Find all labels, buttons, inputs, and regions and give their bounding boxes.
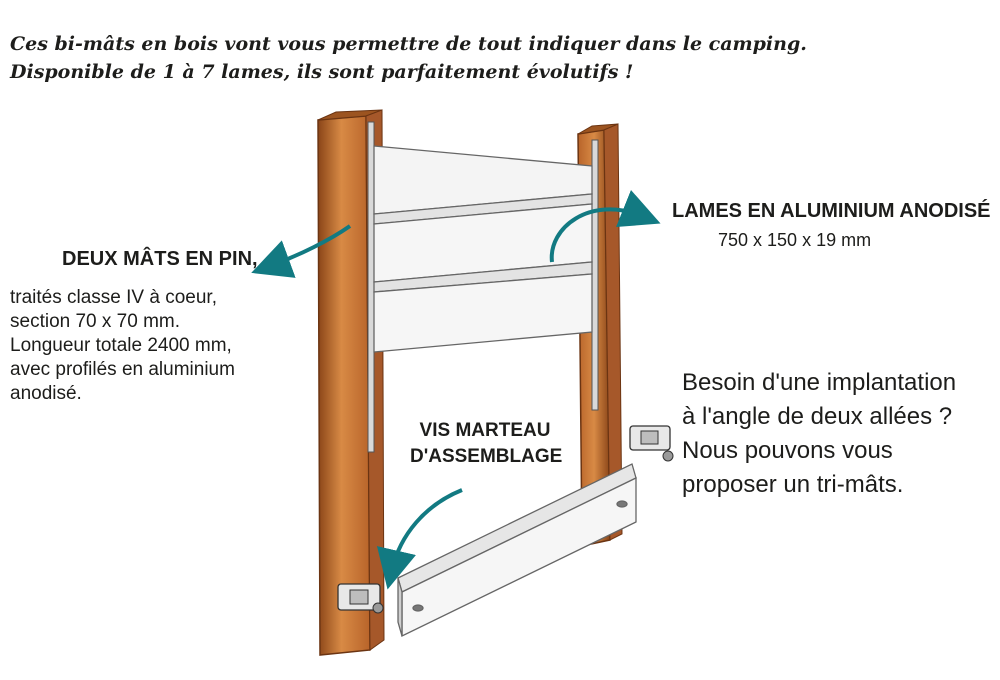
masts-line: traités classe IV à coeur, bbox=[10, 287, 217, 308]
masts-line: Longueur totale 2400 mm, bbox=[10, 335, 232, 356]
blades-dimensions: 750 x 150 x 19 mm bbox=[718, 230, 872, 250]
corner-line: Nous pouvons vous bbox=[682, 437, 893, 464]
screws-title-line-1: VIS MARTEAU bbox=[419, 420, 551, 441]
corner-note bbox=[682, 366, 992, 502]
masts-line: anodisé. bbox=[10, 383, 82, 404]
intro-line-1: Ces bi-mâts en bois vont vous permettre de tout indiquer dans le camping. bbox=[10, 33, 807, 55]
blades-title: LAMES EN ALUMINIUM ANODISÉ bbox=[672, 200, 991, 222]
loose-blade bbox=[398, 464, 636, 636]
screws-title bbox=[410, 418, 563, 470]
masts-line: avec profilés en aluminium bbox=[10, 359, 235, 380]
corner-line: Besoin d'une implantation bbox=[682, 369, 957, 396]
masts-line: section 70 x 70 mm. bbox=[10, 311, 181, 332]
blades bbox=[374, 146, 592, 352]
hammer-screw-right bbox=[630, 426, 673, 461]
masts-description bbox=[10, 286, 302, 406]
intro-line-2: Disponible de 1 à 7 lames, ils sont parfaitement évolutifs ! bbox=[10, 61, 634, 83]
corner-line: à l'angle de deux allées ? bbox=[682, 403, 953, 430]
screws-title-line-2: D'ASSEMBLAGE bbox=[410, 446, 563, 467]
corner-line: proposer un tri-mâts. bbox=[682, 471, 904, 498]
hammer-screw-left bbox=[338, 584, 383, 613]
masts-title: DEUX MÂTS EN PIN, bbox=[62, 248, 258, 270]
